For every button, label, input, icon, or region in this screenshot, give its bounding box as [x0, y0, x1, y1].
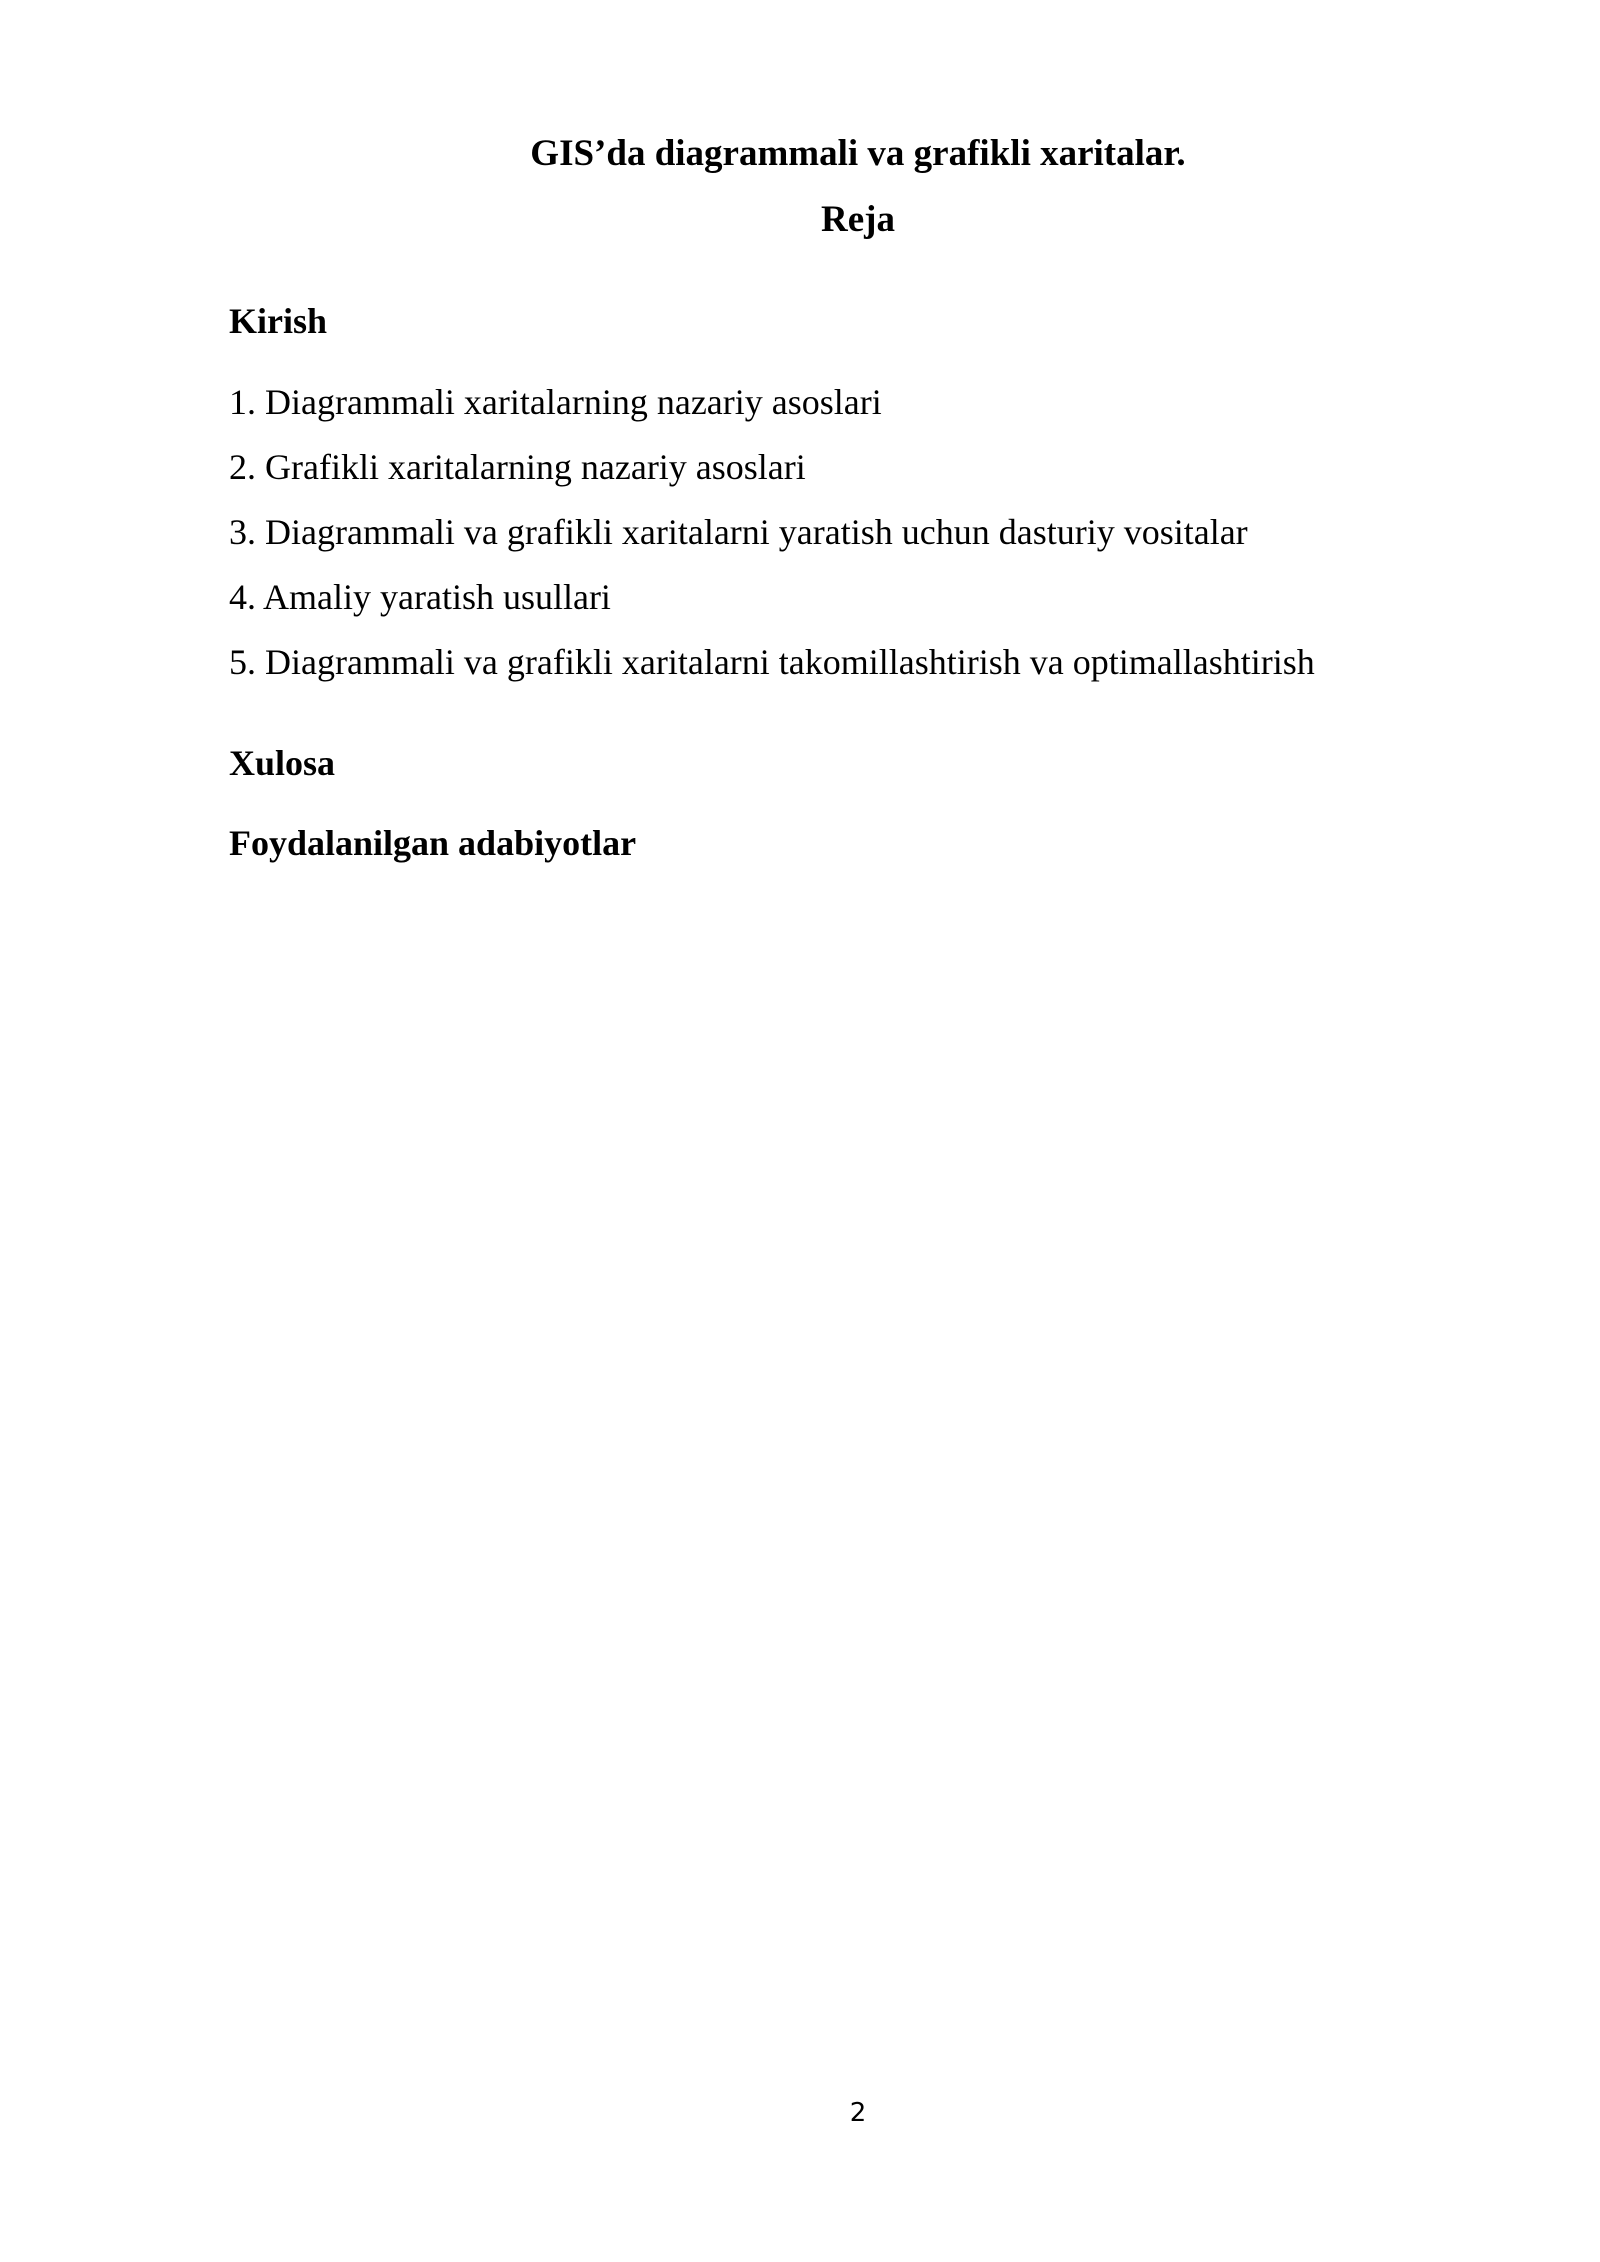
- plan-item-3: 3. Diagrammali va grafikli xaritalarni yaratish uchun dasturiy vositalar: [229, 512, 1248, 552]
- references-heading: Foydalanilgan adabiyotlar: [229, 823, 637, 863]
- conclusion-heading: Xulosa: [229, 743, 336, 783]
- plan-item-2: 2. Grafikli xaritalarning nazariy asoslari: [229, 447, 806, 487]
- plan-item-5: 5. Diagrammali va grafikli xaritalarni takomillashtirish va optimallashtirish: [229, 642, 1315, 682]
- plan-item-4: 4. Amaliy yaratish usullari: [229, 577, 611, 617]
- document-title: GIS’da diagrammali va grafikli xaritalar.: [530, 133, 1186, 174]
- page-number: 2: [849, 2098, 867, 2128]
- intro-heading: Kirish: [229, 301, 328, 341]
- plan-item-1: 1. Diagrammali xaritalarning nazariy asoslari: [229, 382, 882, 422]
- plan-heading: Reja: [821, 199, 895, 240]
